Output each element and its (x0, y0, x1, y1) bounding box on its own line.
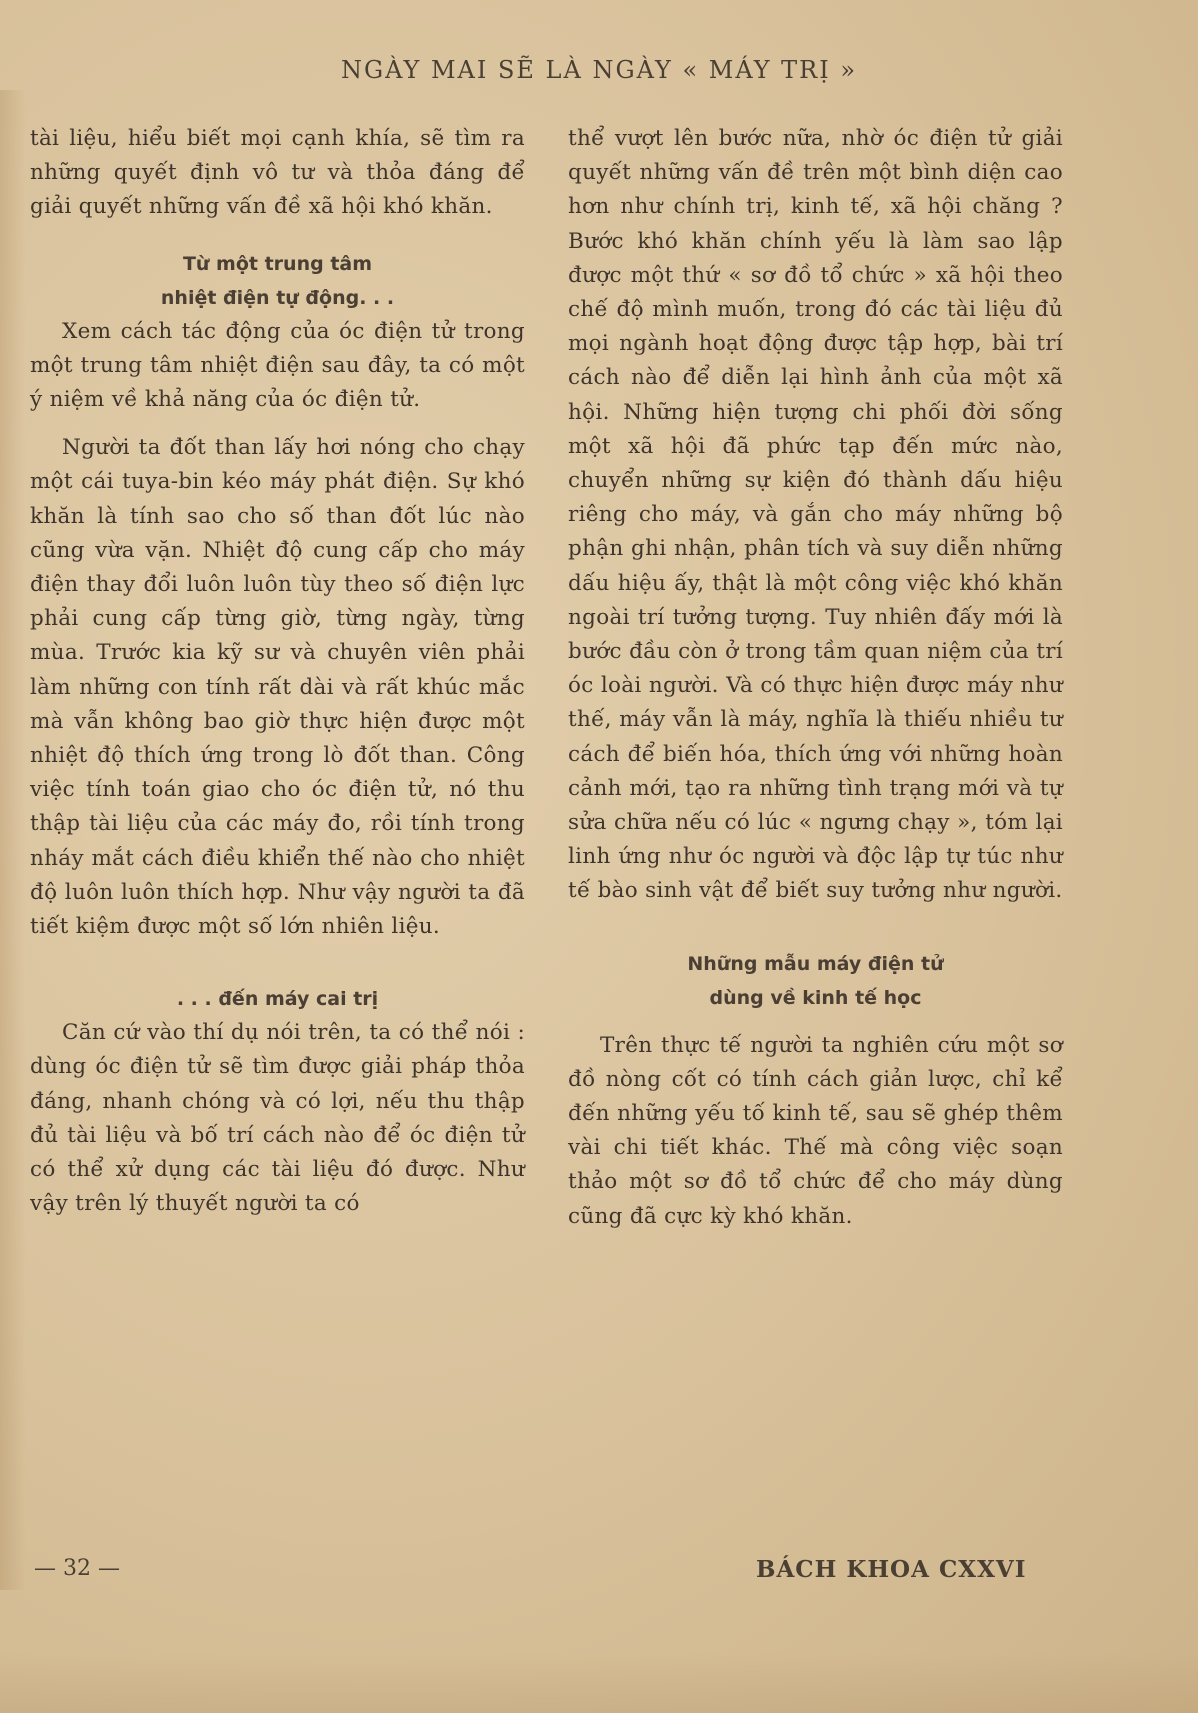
paragraph: Người ta đốt than lấy hơi nóng cho chạy một cái tuya-bin kéo máy phát điện. Sự khó khăn là tính sao cho số than đốt lúc nào cũng vừa vặn. Nhiệt độ cung cấp cho máy điện thay đổi luôn luôn tùy theo số điện lực phải cung cấp từng giờ, từng ngày, từng mùa. Trước kia kỹ sư và chuyên viên phải làm những con tính rất dài và rất khúc mắc mà vẫn không bao giờ thực hiện được một nhiệt độ thích ứng trong lò đốt than. Công việc tính toán giao cho óc điện tử, nó thu thập tài liệu của các máy đo, rồi tính trong nháy mắt cách điều khiển thế nào cho nhiệt độ luôn luôn thích hợp. Như vậy người ta đã tiết kiệm được một số lớn nhiên liệu. (30, 435, 525, 940)
paragraph: Căn cứ vào thí dụ nói trên, ta có thể nói : dùng óc điện tử sẽ tìm được giải pháp thỏa đáng, nhanh chóng và có lợi, nếu thu thập đủ tài liệu và bố trí cách nào để óc điện tử có thể xử dụng các tài liệu đó được. Như vậy trên lý thuyết người ta có (30, 1020, 525, 1217)
left-column (30, 122, 525, 1221)
page-bottom-shade (0, 1653, 1198, 1713)
section-heading: . . . đến máy cai trị (176, 988, 379, 1011)
section-heading: Từ một trung tâm (182, 252, 373, 275)
section-heading: dùng về kinh tế học (709, 986, 922, 1009)
publication-name: BÁCH KHOA CXXVI (756, 1556, 1027, 1583)
paragraph: Trên thực tế người ta nghiên cứu một sơ đồ nòng cốt có tính cách giản lược, chỉ kể đến những yếu tố kinh tế, sau sẽ ghép thêm vài chi tiết khác. Thế mà công việc soạn thảo một sơ đồ tổ chức để cho máy dùng cũng đã cực kỳ khó khăn. (568, 1032, 1063, 1229)
running-header: NGÀY MAI SẼ LÀ NGÀY « MÁY TRỊ » (340, 56, 858, 84)
right-column (568, 122, 1063, 1234)
section-heading: nhiệt điện tự động. . . (160, 286, 395, 309)
section-heading: Những mẫu máy điện tử (687, 952, 944, 975)
paragraph: tài liệu, hiểu biết mọi cạnh khía, sẽ tìm ra những quyết định vô tư và thỏa đáng để giải quyết những vấn đề xã hội khó khăn. (30, 126, 525, 220)
paragraph: thể vượt lên bước nữa, nhờ óc điện tử giải quyết những vấn đề trên một bình diện cao hơn như chính trị, kinh tế, xã hội chăng ? Bước khó khăn chính yếu là làm sao lập được một thứ « sơ đồ tổ chức » xã hội theo chế độ mình muốn, trong đó các tài liệu đủ mọi ngành hoạt động được tập hợp, bài trí cách nào để diễn lại hình ảnh của một xã hội. Những hiện tượng chi phối đời sống một xã hội đã phức tạp đến mức nào, chuyển những sự kiện đó thành dấu hiệu riêng cho máy, và gắn cho máy những bộ phận ghi nhận, phân tích và suy diễn những dấu hiệu ấy, thật là một công việc khó khăn ngoài trí tưởng tượng. Tuy nhiên đấy mới là bước đầu còn ở trong tầm quan niệm của trí óc loài người. Và có thực hiện được máy như thế, máy vẫn là máy, nghĩa là thiếu nhiều tư cách để biến hóa, thích ứng với những hoàn cảnh mới, tạo ra những tình trạng mới và tự sửa chữa nếu có lúc « ngưng chạy », tóm lại linh ứng như óc người và độc lập tự túc như tế bào sinh vật để biết suy tưởng như người. (568, 126, 1063, 904)
paragraph: Xem cách tác động của óc điện tử trong một trung tâm nhiệt điện sau đây, ta có một ý niệm về khả năng của óc điện tử. (30, 318, 525, 413)
page-edge-stain (0, 90, 26, 1590)
page-number: — 32 — (34, 1556, 120, 1581)
